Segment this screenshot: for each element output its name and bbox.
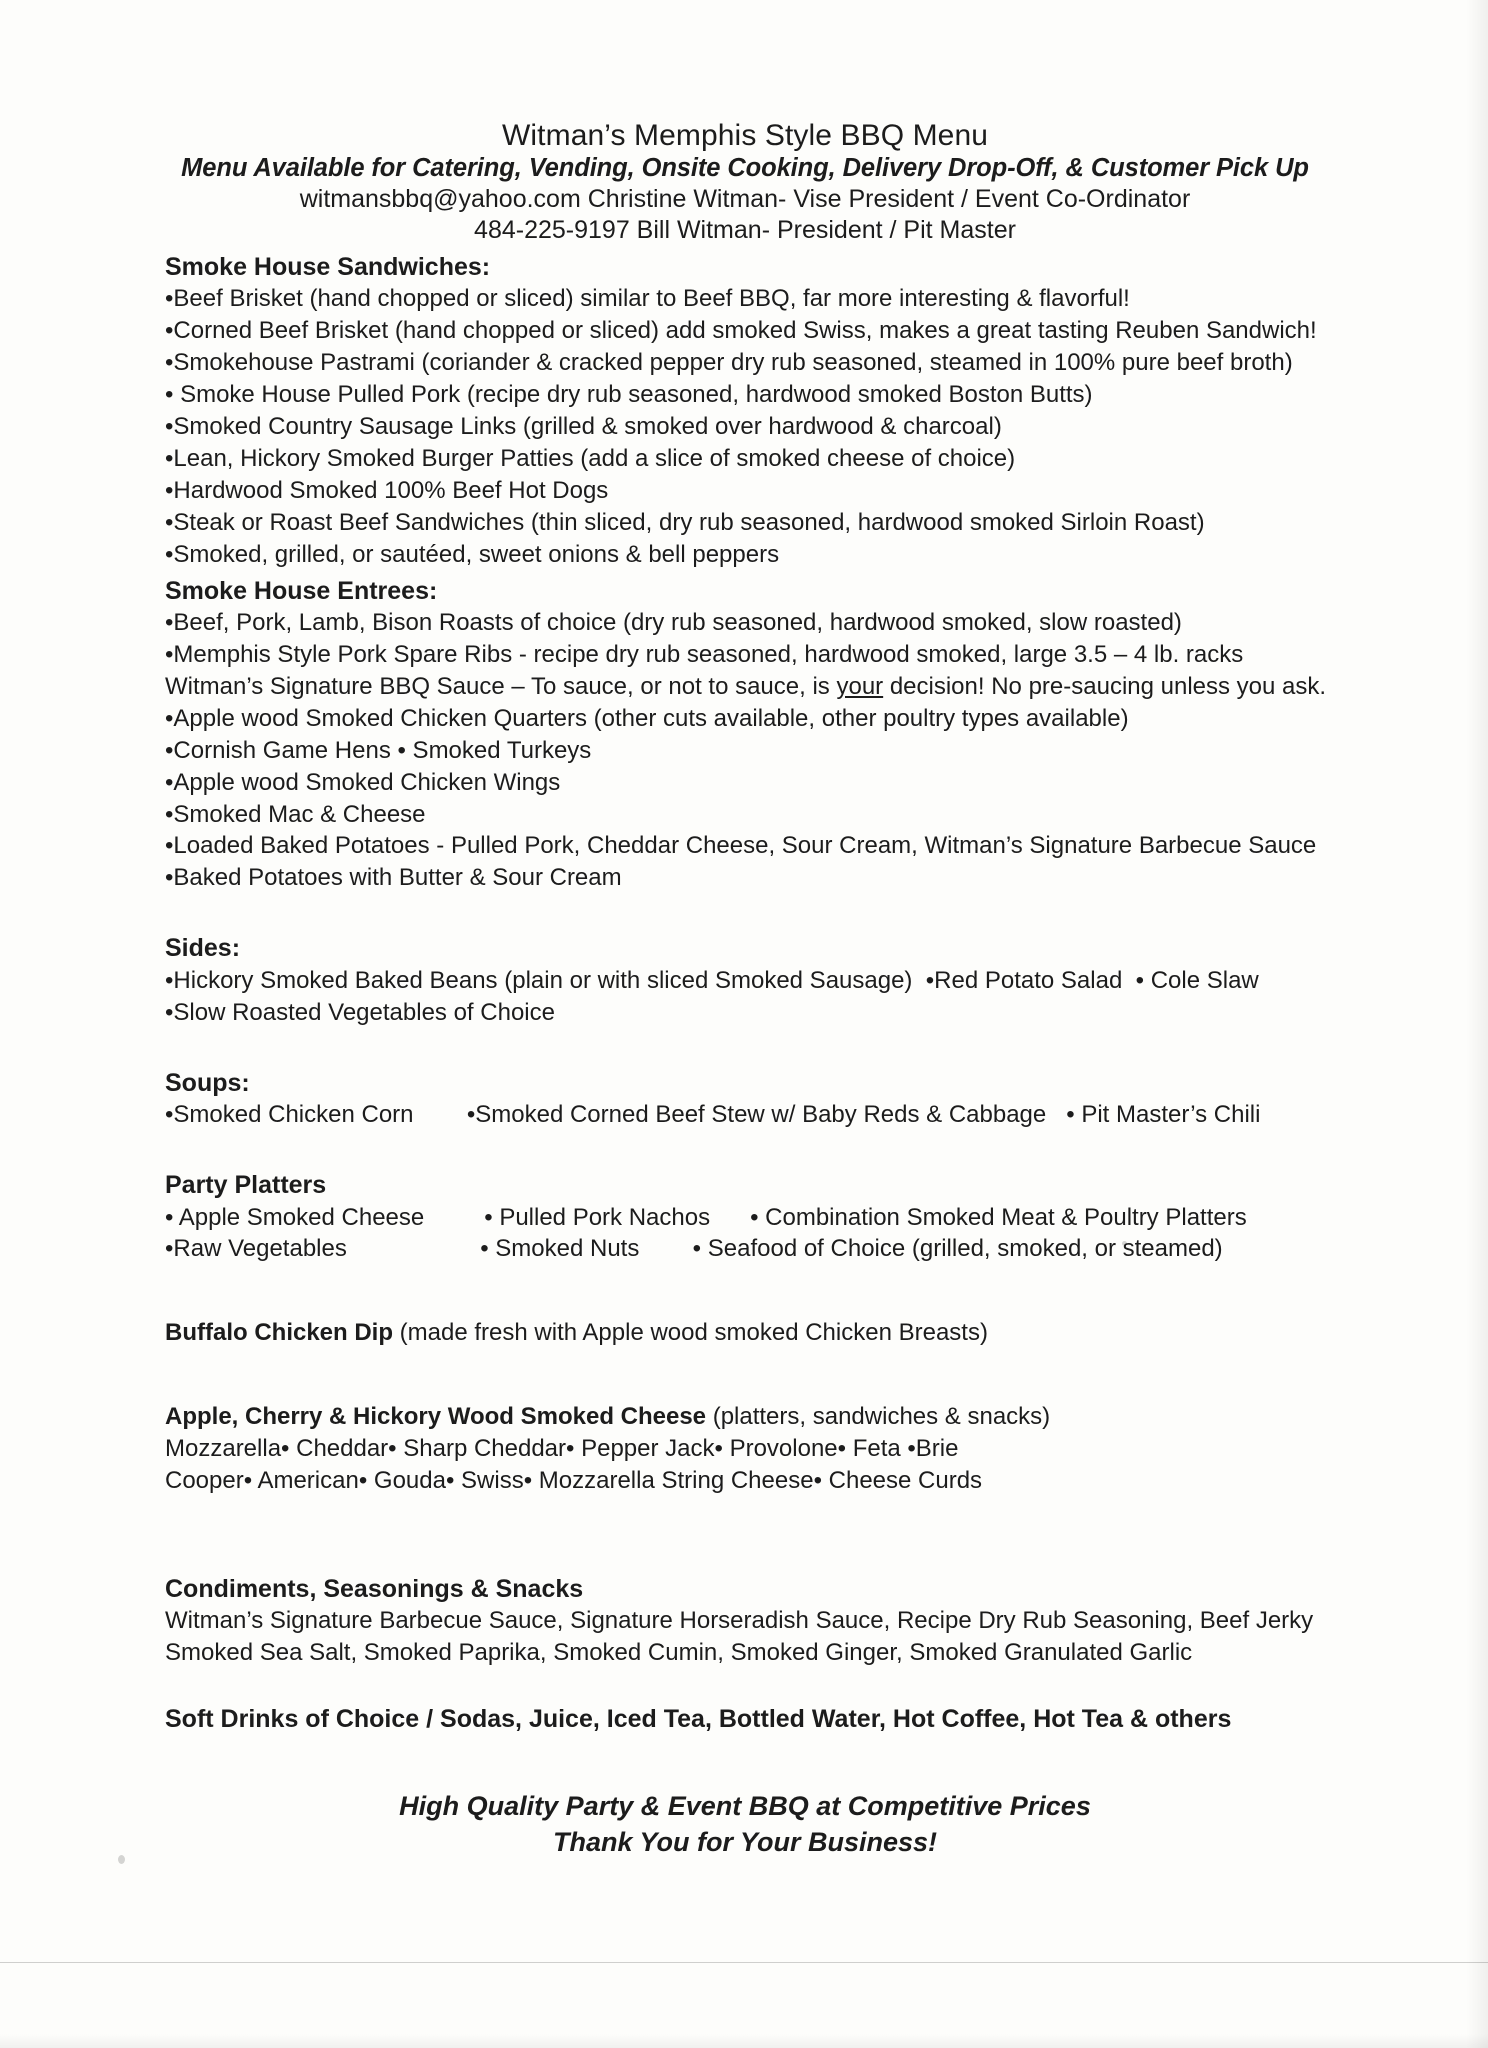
buffalo-chicken-dip-label: Buffalo Chicken Dip xyxy=(165,1319,394,1347)
smoked-cheese-line xyxy=(165,1401,1325,1433)
scan-edge-bottom xyxy=(0,2034,1488,2048)
smoked-cheese-label: Apple, Cherry & Hickory Wood Smoked Cheese xyxy=(165,1403,707,1431)
menu-content xyxy=(165,118,1325,1860)
list-item: •Apple wood Smoked Chicken Quarters (other cuts available, other poultry types available) xyxy=(165,704,1129,732)
section-heading-soups: Soups: xyxy=(165,1068,250,1097)
condiments-line: Smoked Sea Salt, Smoked Paprika, Smoked Cumin, Smoked Ginger, Smoked Granulated Garlic xyxy=(165,1639,1193,1667)
sauce-note-emphasis: your xyxy=(836,672,884,700)
buffalo-chicken-dip-detail: (made fresh with Apple wood smoked Chicken Breasts) xyxy=(393,1319,988,1347)
list-item: •Smoked, grilled, or sautéed, sweet onions & bell peppers xyxy=(165,540,780,568)
spacer xyxy=(165,1669,1325,1703)
spacer xyxy=(165,894,1325,928)
section-heading-party-platters: Party Platters xyxy=(165,1171,327,1200)
list-item: •Memphis Style Pork Spare Ribs - recipe dry rub seasoned, hardwood smoked, large 3.5 – 4 lb. racks xyxy=(165,641,1244,669)
closing-line-1: High Quality Party & Event BBQ at Competitive Prices xyxy=(399,1790,1091,1821)
spacer xyxy=(165,1349,1325,1401)
spacer xyxy=(165,1265,1325,1317)
cheese-list-line: Cooper• American• Gouda• Swiss• Mozzarella String Cheese• Cheese Curds xyxy=(165,1467,983,1495)
spacer xyxy=(165,1736,1325,1788)
contact-line-1: witmansbbq@yahoo.com Christine Witman- Vise President / Event Co-Ordinator xyxy=(299,184,1191,213)
list-item: •Beef, Pork, Lamb, Bison Roasts of choice (dry rub seasoned, hardwood smoked, slow roasted) xyxy=(165,609,1182,637)
cheese-list-line: Mozzarella• Cheddar• Sharp Cheddar• Pepper Jack• Provolone• Feta •Brie xyxy=(165,1435,959,1463)
list-item: •Raw Vegetables • Smoked Nuts • Seafood of Choice (grilled, smoked, or steamed) xyxy=(165,1235,1223,1263)
list-item: •Cornish Game Hens • Smoked Turkeys xyxy=(165,736,592,764)
closing-line-2: Thank You for Your Business! xyxy=(552,1826,938,1857)
list-item: •Loaded Baked Potatoes - Pulled Pork, Cheddar Cheese, Sour Cream, Witman’s Signature Barbecue Sauce xyxy=(165,832,1317,860)
section-heading-sandwiches: Smoke House Sandwiches: xyxy=(165,252,491,281)
list-item: •Corned Beef Brisket (hand chopped or sliced) add smoked Swiss, makes a great tasting Reuben Sandwich! xyxy=(165,317,1317,345)
sauce-note xyxy=(165,671,1325,703)
smoked-cheese-detail: (platters, sandwiches & snacks) xyxy=(706,1403,1051,1431)
list-item: •Slow Roasted Vegetables of Choice xyxy=(165,998,555,1026)
buffalo-chicken-dip-line xyxy=(165,1317,1325,1349)
list-item: •Smoked Mac & Cheese xyxy=(165,800,426,828)
scan-fold-line xyxy=(0,1962,1488,1963)
list-item: •Lean, Hickory Smoked Burger Patties (add a slice of smoked cheese of choice) xyxy=(165,445,1016,473)
drinks-line: Soft Drinks of Choice / Sodas, Juice, Iced Tea, Bottled Water, Hot Coffee, Hot Tea & others xyxy=(165,1705,1232,1734)
list-item: • Smoke House Pulled Pork (recipe dry rub seasoned, hardwood smoked Boston Butts) xyxy=(165,381,1093,409)
spacer xyxy=(165,1497,1325,1569)
list-item: •Hardwood Smoked 100% Beef Hot Dogs xyxy=(165,476,609,504)
list-item: •Steak or Roast Beef Sandwiches (thin sliced, dry rub seasoned, hardwood smoked Sirloin Roast) xyxy=(165,508,1205,536)
sauce-note-part-1: Witman’s Signature BBQ Sauce – To sauce, or not to sauce, is xyxy=(165,672,837,700)
list-item: •Apple wood Smoked Chicken Wings xyxy=(165,768,561,796)
list-item: •Smoked Country Sausage Links (grilled & smoked over hardwood & charcoal) xyxy=(165,413,1002,441)
tagline: Menu Available for Catering, Vending, Onsite Cooking, Delivery Drop-Off, & Customer Pick Up xyxy=(181,154,1309,183)
list-item: •Smokehouse Pastrami (coriander & cracked pepper dry rub seasoned, steamed in 100% pure beef broth) xyxy=(165,349,1293,377)
condiments-line: Witman’s Signature Barbecue Sauce, Signature Horseradish Sauce, Recipe Dry Rub Seasoning, Beef Jerky xyxy=(165,1607,1314,1635)
list-item: • Apple Smoked Cheese • Pulled Pork Nachos • Combination Smoked Meat & Poultry Platters xyxy=(165,1203,1247,1231)
spacer xyxy=(165,1029,1325,1063)
sauce-note-part-2: decision! No pre-saucing unless you ask. xyxy=(883,672,1327,700)
page-title: Witman’s Memphis Style BBQ Menu xyxy=(501,119,989,152)
contact-line-2: 484-225-9197 Bill Witman- President / Pit Master xyxy=(474,216,1016,245)
list-item: •Beef Brisket (hand chopped or sliced) similar to Beef BBQ, far more interesting & flavorful! xyxy=(165,285,1130,313)
section-heading-sides: Sides: xyxy=(165,934,241,963)
section-heading-entrees: Smoke House Entrees: xyxy=(165,576,438,605)
list-item: •Baked Potatoes with Butter & Sour Cream xyxy=(165,864,622,892)
list-item: •Hickory Smoked Baked Beans (plain or with sliced Smoked Sausage) •Red Potato Salad • Cole Slaw xyxy=(165,966,1259,994)
section-heading-condiments: Condiments, Seasonings & Snacks xyxy=(165,1574,584,1603)
list-item: •Smoked Chicken Corn •Smoked Corned Beef Stew w/ Baby Reds & Cabbage • Pit Master’s Chili xyxy=(165,1101,1261,1129)
scan-edge-right xyxy=(1466,0,1488,2048)
scan-speck xyxy=(118,1855,125,1864)
spacer xyxy=(165,1131,1325,1165)
